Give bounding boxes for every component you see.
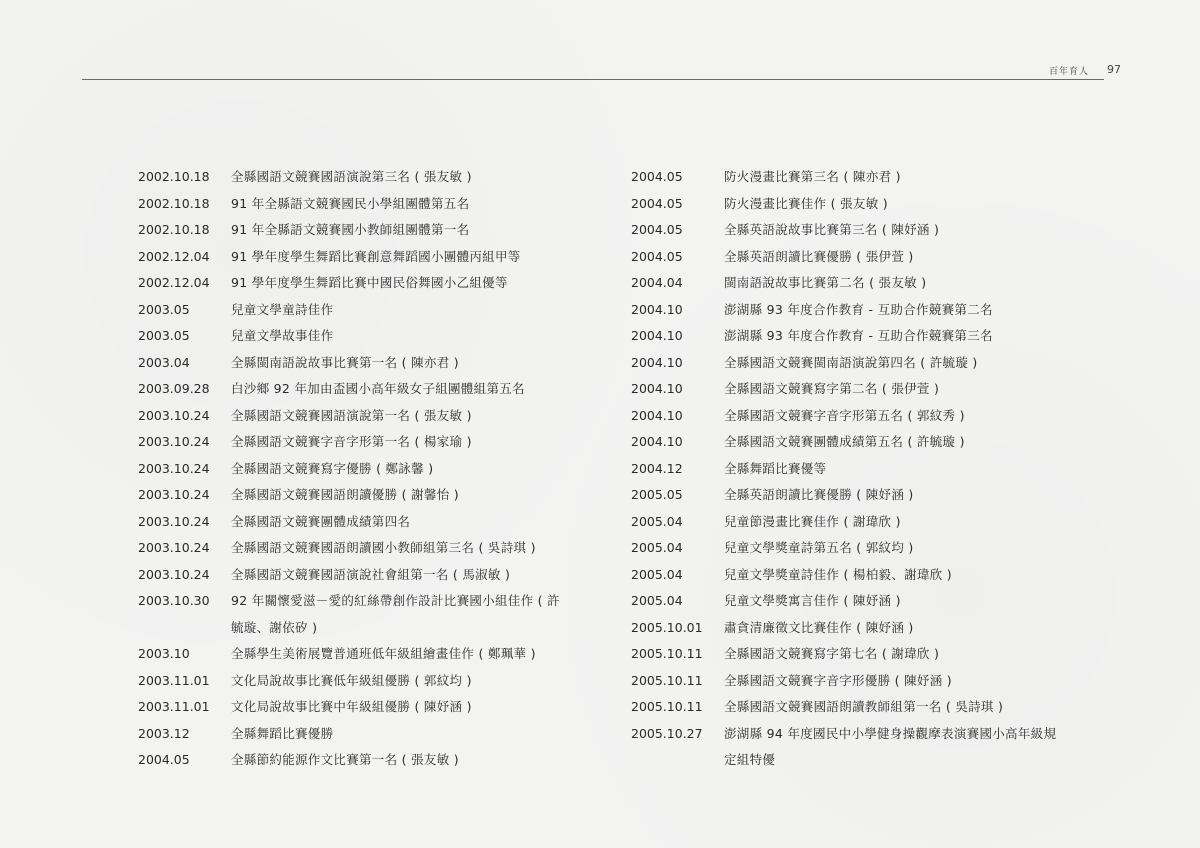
award-date: 2004.10 [631, 381, 683, 396]
award-date: 2005.10.01 [631, 619, 703, 635]
award-description: 肅貪清廉徵文比賽佳作 ( 陳妤涵 ) [724, 619, 914, 635]
left-award-list [138, 164, 608, 774]
award-date: 2004.05 [631, 195, 683, 211]
award-entry [631, 482, 1101, 509]
award-date: 2004.05 [631, 169, 683, 184]
award-entry [138, 509, 608, 536]
award-entry [138, 217, 608, 244]
header-rule [82, 79, 1104, 80]
award-description: 全縣國語文競賽團體成績第五名 ( 許毓璇 ) [724, 434, 965, 449]
award-description: 兒童文學故事佳作 [231, 328, 334, 343]
award-date: 2004.04 [631, 275, 683, 290]
award-date: 2004.05 [631, 222, 683, 237]
award-entry [631, 297, 1101, 324]
award-description: 全縣國語文競賽閩南語演說第四名 ( 許毓璇 ) [724, 354, 978, 370]
award-description: 92 年關懷愛滋－愛的紅絲帶創作設計比賽國小組佳作 ( 許 [231, 593, 560, 608]
award-entry [138, 403, 608, 430]
award-description: 91 年全縣語文競賽國民小學組團體第五名 [231, 195, 470, 211]
award-date: 2003.05 [138, 328, 190, 343]
award-date: 2002.12.04 [138, 248, 210, 264]
award-description: 文化局說故事比賽低年級組優勝 ( 郭紋均 ) [231, 672, 472, 688]
award-description: 全縣學生美術展覽普通班低年級組繪畫佳作 ( 鄭珮華 ) [231, 646, 536, 661]
award-entry [138, 429, 608, 456]
award-date: 2004.10 [631, 434, 683, 449]
award-entry [631, 350, 1101, 377]
award-description: 91 學年度學生舞蹈比賽創意舞蹈國小團體丙組甲等 [231, 248, 521, 264]
award-description: 全縣國語文競賽國語朗讀優勝 ( 謝馨怡 ) [231, 487, 459, 502]
award-entry [631, 641, 1101, 668]
award-description: 毓璇、謝依矽 ) [231, 619, 318, 635]
award-date: 2005.10.11 [631, 672, 703, 688]
award-entry [138, 694, 608, 721]
award-date: 2002.10.18 [138, 195, 210, 211]
award-entry [138, 191, 608, 218]
award-description: 防火漫畫比賽佳作 ( 張友敏 ) [724, 195, 888, 211]
award-date: 2002.10.18 [138, 169, 210, 184]
award-date: 2004.05 [631, 248, 683, 264]
award-entry [138, 668, 608, 695]
award-description: 全縣國語文競賽國語演說第一名 ( 張友敏 ) [231, 407, 472, 423]
award-date: 2003.10.24 [138, 513, 210, 529]
award-entry [631, 244, 1101, 271]
award-entry [631, 694, 1101, 721]
award-description: 兒童文學獎寓言佳作 ( 陳妤涵 ) [724, 593, 901, 608]
award-date: 2003.05 [138, 301, 190, 317]
award-entry [138, 641, 608, 668]
award-date: 2003.10 [138, 646, 190, 661]
award-description: 全縣國語文競賽國語朗讀國小教師組第三名 ( 吳詩琪 ) [231, 540, 536, 555]
award-description: 91 學年度學生舞蹈比賽中國民俗舞國小乙組優等 [231, 275, 508, 290]
award-entry [138, 615, 608, 642]
award-entry [631, 535, 1101, 562]
award-entry [631, 270, 1101, 297]
award-date: 2003.10.30 [138, 593, 210, 608]
award-date: 2003.10.24 [138, 566, 210, 582]
right-award-list [631, 164, 1101, 774]
award-date: 2003.10.24 [138, 407, 210, 423]
award-entry [631, 562, 1101, 589]
award-entry [631, 217, 1101, 244]
award-description: 全縣舞蹈比賽優等 [724, 460, 827, 476]
award-entry [138, 244, 608, 271]
award-description: 閩南語說故事比賽第二名 ( 張友敏 ) [724, 275, 927, 290]
award-description: 澎湖縣 93 年度合作教育 - 互助合作競賽第三名 [724, 328, 993, 343]
award-entry [631, 191, 1101, 218]
award-entry [138, 456, 608, 483]
award-description: 定組特優 [724, 752, 776, 767]
award-description: 兒童文學童詩佳作 [231, 301, 334, 317]
award-entry [631, 164, 1101, 191]
award-date: 2004.10 [631, 301, 683, 317]
award-description: 全縣舞蹈比賽優勝 [231, 725, 334, 741]
award-description: 全縣閩南語說故事比賽第一名 ( 陳亦君 ) [231, 354, 459, 370]
award-entry [631, 323, 1101, 350]
award-date: 2003.11.01 [138, 672, 210, 688]
award-description: 91 年全縣語文競賽國小教師組團體第一名 [231, 222, 470, 237]
award-date: 2003.10.24 [138, 487, 210, 502]
award-entry [138, 747, 608, 774]
award-date: 2005.10.11 [631, 646, 703, 661]
award-entry [631, 588, 1101, 615]
page-number: 97 [1107, 63, 1121, 76]
award-date: 2005.05 [631, 487, 683, 502]
award-date: 2004.10 [631, 354, 683, 370]
award-date: 2004.10 [631, 328, 683, 343]
award-entry [138, 376, 608, 403]
award-description: 白沙鄉 92 年加由盃國小高年級女子組團體組第五名 [231, 381, 525, 396]
award-date: 2005.04 [631, 566, 683, 582]
award-entry [631, 615, 1101, 642]
award-description: 全縣英語說故事比賽第三名 ( 陳妤涵 ) [724, 222, 940, 237]
award-description: 防火漫畫比賽第三名 ( 陳亦君 ) [724, 169, 901, 184]
award-description: 全縣國語文競賽字音字形第一名 ( 楊家瑜 ) [231, 434, 472, 449]
award-description: 全縣國語文競賽字音字形優勝 ( 陳妤涵 ) [724, 672, 952, 688]
award-description: 全縣英語朗讀比賽優勝 ( 張伊萱 ) [724, 248, 914, 264]
award-entry [138, 164, 608, 191]
award-date: 2002.10.18 [138, 222, 210, 237]
award-date: 2003.10.24 [138, 540, 210, 555]
award-entry [138, 323, 608, 350]
award-date: 2003.12 [138, 725, 190, 741]
running-head: 百年育人 [1049, 67, 1090, 77]
award-date: 2004.05 [138, 752, 190, 767]
award-date: 2005.04 [631, 513, 683, 529]
award-entry [631, 721, 1101, 748]
award-description: 全縣國語文競賽寫字第七名 ( 謝瑋欣 ) [724, 646, 940, 661]
award-entry [631, 509, 1101, 536]
award-date: 2003.11.01 [138, 699, 210, 714]
award-date: 2005.10.27 [631, 725, 703, 741]
award-date: 2005.04 [631, 593, 683, 608]
award-description: 文化局說故事比賽中年級組優勝 ( 陳妤涵 ) [231, 699, 472, 714]
award-entry [631, 403, 1101, 430]
award-date: 2003.04 [138, 354, 190, 370]
award-description: 全縣國語文競賽國語朗讀教師組第一名 ( 吳詩琪 ) [724, 699, 1004, 714]
award-description: 全縣節約能源作文比賽第一名 ( 張友敏 ) [231, 752, 459, 767]
award-description: 全縣英語朗讀比賽優勝 ( 陳妤涵 ) [724, 487, 914, 502]
award-description: 兒童節漫畫比賽佳作 ( 謝瑋欣 ) [724, 513, 901, 529]
award-date: 2005.04 [631, 540, 683, 555]
award-entry [138, 297, 608, 324]
award-description: 澎湖縣 93 年度合作教育 - 互助合作競賽第二名 [724, 301, 993, 317]
award-description: 全縣國語文競賽字音字形第五名 ( 郭紋秀 ) [724, 407, 965, 423]
award-entry [631, 456, 1101, 483]
award-entry [138, 721, 608, 748]
award-entry [138, 482, 608, 509]
award-description: 全縣國語文競賽團體成績第四名 [231, 513, 411, 529]
award-date: 2003.10.24 [138, 434, 210, 449]
award-entry [138, 535, 608, 562]
award-description: 全縣國語文競賽國語演說社會組第一名 ( 馬淑敏 ) [231, 566, 511, 582]
award-date: 2004.12 [631, 460, 683, 476]
award-entry [631, 668, 1101, 695]
award-date: 2003.10.24 [138, 460, 210, 476]
award-entry [138, 588, 608, 615]
award-description: 全縣國語文競賽國語演說第三名 ( 張友敏 ) [231, 169, 472, 184]
award-date: 2004.10 [631, 407, 683, 423]
award-date: 2002.12.04 [138, 275, 210, 290]
award-date: 2003.09.28 [138, 381, 210, 396]
award-description: 澎湖縣 94 年度國民中小學健身操觀摩表演賽國小高年級規 [724, 725, 1057, 741]
award-description: 兒童文學獎童詩佳作 ( 楊柏毅、謝瑋欣 ) [724, 566, 952, 582]
award-entry [138, 270, 608, 297]
award-entry [631, 429, 1101, 456]
award-description: 全縣國語文競賽寫字第二名 ( 張伊萱 ) [724, 381, 940, 396]
award-description: 兒童文學獎童詩第五名 ( 郭紋均 ) [724, 540, 914, 555]
award-entry [138, 562, 608, 589]
award-entry [631, 376, 1101, 403]
award-date: 2005.10.11 [631, 699, 703, 714]
award-entry [631, 747, 1101, 774]
award-entry [138, 350, 608, 377]
award-description: 全縣國語文競賽寫字優勝 ( 鄭詠馨 ) [231, 460, 434, 476]
